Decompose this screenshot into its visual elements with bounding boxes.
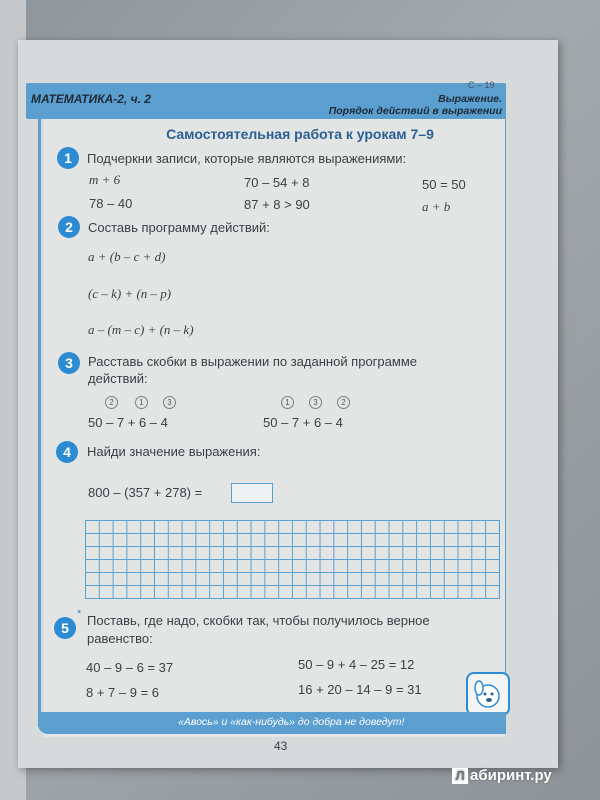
task2-item: a – (m – c) + (n – k) <box>88 322 194 337</box>
task2-item: a + (b – c + d) <box>88 249 166 264</box>
order-marker: 3 <box>163 396 176 409</box>
task1-item: 78 – 40 <box>89 196 133 211</box>
header-topic <box>329 93 502 117</box>
header-topic-line2: Порядок действий в выражении <box>328 105 502 117</box>
task5-number-badge: 5 <box>54 617 76 639</box>
header-topic-line1: Выражение. <box>438 93 502 105</box>
answer-box[interactable] <box>231 483 273 503</box>
task4-text: Найди значение выражения: <box>87 444 261 459</box>
task2-text: Составь программу действий: <box>88 220 270 235</box>
task5-text-line2: равенство: <box>87 631 153 646</box>
task3-text-line2: действий: <box>88 371 148 386</box>
task2-item: (c – k) + (n – p) <box>88 286 172 301</box>
task3-text-line1: Расставь скобки в выражении по заданной программе <box>88 354 417 369</box>
calculation-grid[interactable] <box>85 520 500 599</box>
page-title: Самостоятельная работа к урокам 7–9 <box>166 126 434 142</box>
task1-item: 50 = 50 <box>422 177 466 192</box>
task1-item: a + b <box>422 199 451 214</box>
task1-item: 70 – 54 + 8 <box>244 175 310 190</box>
order-marker: 3 <box>309 396 322 409</box>
labirint-logo-icon: Л <box>452 768 468 784</box>
proverb: «Авось» и «как-нибудь» до добра не доведут! <box>178 716 405 728</box>
panel-border-left <box>38 119 41 727</box>
task3-expression-right: 50 – 7 + 6 – 4 <box>263 415 343 430</box>
task5-text-line1: Поставь, где надо, скобки так, чтобы получилось верное <box>87 613 430 628</box>
task5-item: 16 + 20 – 14 – 9 = 31 <box>298 682 422 697</box>
task5-item: 40 – 9 – 6 = 37 <box>86 660 174 675</box>
task1-text: Подчеркни записи, которые являются выражениями: <box>87 151 407 166</box>
task3-expression-left: 50 – 7 + 6 – 4 <box>88 415 168 430</box>
task4-expression: 800 – (357 + 278) = <box>88 485 203 500</box>
labirint-watermark <box>452 767 552 784</box>
order-marker: 1 <box>135 396 148 409</box>
page-code: С – 19 <box>468 80 495 90</box>
task5-item: 50 – 9 + 4 – 25 = 12 <box>298 657 415 672</box>
task2-number-badge: 2 <box>58 216 80 238</box>
order-marker: 2 <box>337 396 350 409</box>
watermark-text: абиринт.ру <box>470 767 552 784</box>
challenge-star-icon: * <box>77 608 82 620</box>
order-marker: 1 <box>281 396 294 409</box>
task1-item: m + 6 <box>89 172 121 187</box>
task1-item: 87 + 8 > 90 <box>244 197 310 212</box>
task4-number-badge: 4 <box>56 441 78 463</box>
task5-item: 8 + 7 – 9 = 6 <box>86 685 160 700</box>
dog-mascot-icon <box>466 672 510 716</box>
page-number: 43 <box>274 739 288 753</box>
header-subject: МАТЕМАТИКА-2, ч. 2 <box>31 92 151 106</box>
task3-number-badge: 3 <box>58 352 80 374</box>
task1-number-badge: 1 <box>57 147 79 169</box>
order-marker: 2 <box>105 396 118 409</box>
